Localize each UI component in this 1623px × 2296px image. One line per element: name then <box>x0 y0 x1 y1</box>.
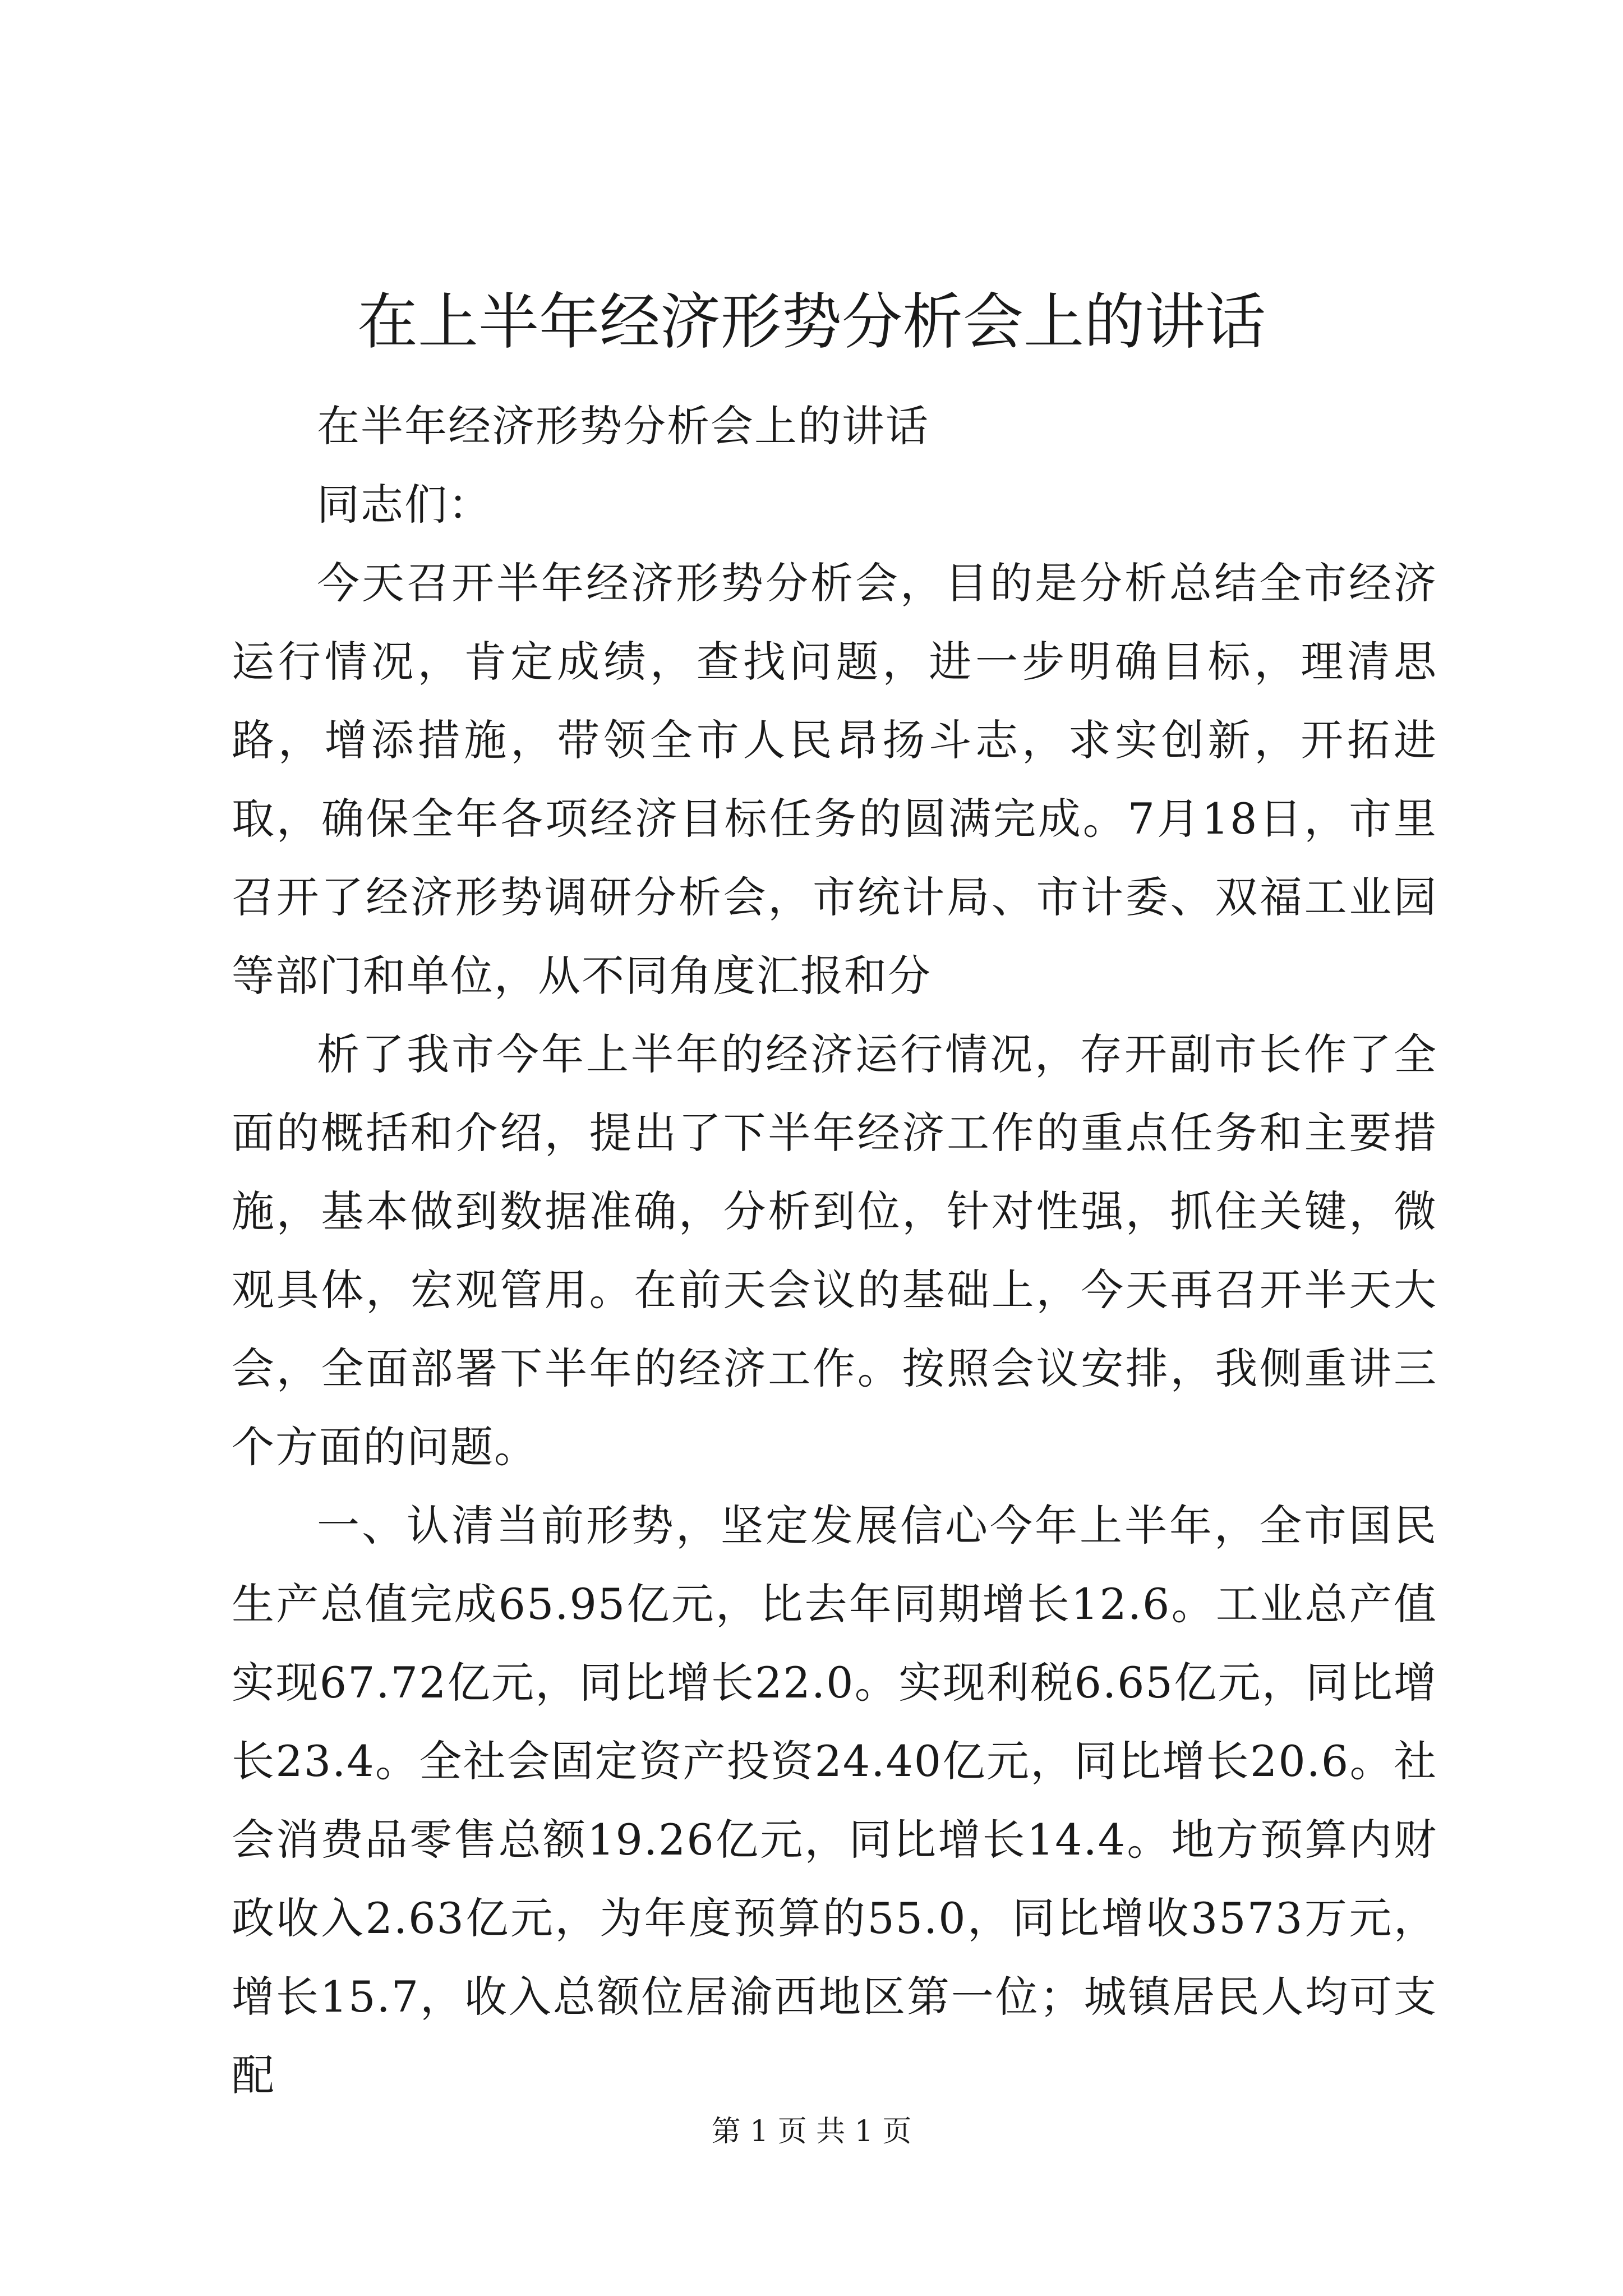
subtitle-paragraph: 在半年经济形势分析会上的讲话 <box>317 401 929 451</box>
salutation-paragraph: 同志们： <box>317 480 492 530</box>
body-paragraph: 析了我市今年上半年的经济运行情况，存开副市长作了全面的概括和介绍，提出了下半年经济工作的重点任务和主要措施，基本做到数据准确，分析到位，针对性强，抓住关键，微观具体，宏观管用。在前天会议的基础上，今天再召开半天大会，全面部署下半年的经济工作。按照会议安排，我侧重讲三个方面的问题。 <box>232 1029 1437 1472</box>
document-body <box>232 387 1437 2115</box>
page-footer: 第 1 页 共 1 页 <box>711 2115 912 2148</box>
body-paragraph: 一、认清当前形势，坚定发展信心今年上半年，全市国民生产总值完成65.95亿元，比去年同期增长12.6。工业总产值实现67.72亿元，同比增长22.0。实现利税6.65亿元，同比增长23.4。全社会固定资产投资24.40亿元，同比增长20.6。社会消费品零售总额19.26亿元，同比增长14.4。地方预算内财政收入2.63亿元，为年度预算的55.0，同比增收3573万元，增长15.7，收入总额位居渝西地区第一位；城镇居民人均可支配 <box>232 1501 1437 2100</box>
document-title: 在上半年经济形势分析会上的讲话 <box>357 287 1266 357</box>
body-paragraph: 今天召开半年经济形势分析会，目的是分析总结全市经济运行情况，肯定成绩，查找问题，进一步明确目标，理清思路，增添措施，带领全市人民昂扬斗志，求实创新，开拓进取，确保全年各项经济目标任务的圆满完成。7月18日，市里召开了经济形势调研分析会，市统计局、市计委、双福工业园等部门和单位，从不同角度汇报和分 <box>232 558 1437 1001</box>
